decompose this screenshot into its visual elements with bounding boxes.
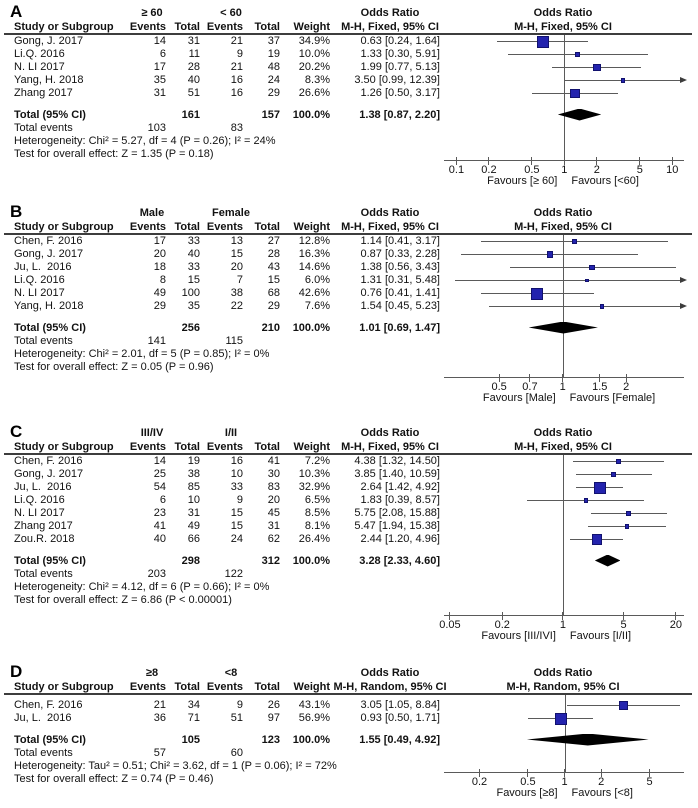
- total1-value: 28: [187, 61, 200, 73]
- group1-header: III/IV: [140, 427, 164, 439]
- ci-text: 1.54 [0.45, 5.23]: [360, 300, 440, 312]
- axis-tick-label: 1: [561, 164, 568, 176]
- study-name: Li.Q. 2016: [14, 274, 65, 286]
- column-header-events2: Events: [206, 441, 243, 453]
- effect-square: [625, 524, 630, 529]
- total-events1: 203: [147, 568, 166, 580]
- favours-left-label: Favours [III/IVI]: [481, 630, 556, 642]
- events1-value: 23: [153, 507, 166, 519]
- overall-effect-text: Test for overall effect: Z = 6.86 (P < 0.00001): [14, 594, 232, 606]
- effect-square: [531, 288, 543, 300]
- odds-ratio-header-plot: Odds Ratio: [533, 207, 593, 219]
- group2-header: <8: [224, 667, 238, 679]
- weight-value: 8.1%: [304, 520, 330, 532]
- ci-text: 3.05 [1.05, 8.84]: [360, 699, 440, 711]
- column-header-study: Study or Subgroup: [14, 21, 114, 33]
- axis-tick-label: 0.5: [520, 776, 536, 788]
- total1-value: 33: [187, 261, 200, 273]
- axis-line: [444, 377, 684, 378]
- total2-sum: 210: [261, 322, 280, 334]
- total1-value: 71: [187, 712, 200, 724]
- total-events1: 103: [147, 122, 166, 134]
- events1-value: 20: [153, 248, 166, 260]
- panel-label: B: [10, 202, 23, 221]
- column-header-events2: Events: [206, 681, 243, 693]
- total1-value: 40: [187, 74, 200, 86]
- events2-value: 21: [230, 35, 243, 47]
- effect-square: [619, 701, 629, 711]
- total2-sum: 312: [261, 555, 280, 567]
- method-header-plot: M-H, Random, 95% CI: [506, 681, 620, 693]
- column-header-study: Study or Subgroup: [14, 221, 114, 233]
- total2-value: 29: [267, 300, 280, 312]
- axis-tick-label: 2: [623, 381, 630, 393]
- study-name: Ju, L. 2016: [14, 481, 72, 493]
- heterogeneity-text: Heterogeneity: Chi² = 2.01, df = 5 (P = 0.85); I² = 0%: [14, 348, 270, 360]
- total2-value: 37: [267, 35, 280, 47]
- ci-text: 4.38 [1.32, 14.50]: [354, 455, 440, 467]
- ci-text: 2.44 [1.20, 4.96]: [360, 533, 440, 545]
- ci-text: 3.85 [1.40, 10.59]: [354, 468, 440, 480]
- favours-left-label: Favours [Male]: [482, 392, 556, 404]
- axis-line: [444, 615, 684, 616]
- effect-square: [575, 52, 580, 57]
- total2-value: 43: [267, 261, 280, 273]
- effect-square: [570, 89, 580, 99]
- effect-square: [585, 279, 589, 283]
- weight-value: 42.6%: [298, 287, 330, 299]
- events1-value: 21: [153, 699, 166, 711]
- ci-text: 3.50 [0.99, 12.39]: [354, 74, 440, 86]
- total-ci-text: 3.28 [2.33, 4.60]: [359, 555, 440, 567]
- events2-value: 20: [230, 261, 243, 273]
- events2-value: 9: [236, 494, 243, 506]
- total2-value: 27: [267, 235, 280, 247]
- method-header-table: M-H, Fixed, 95% CI: [341, 441, 439, 453]
- column-header-total1: Total: [174, 681, 200, 693]
- panel-label: D: [10, 662, 23, 681]
- total-label: Total (95% CI): [14, 734, 86, 746]
- total2-value: 31: [267, 520, 280, 532]
- events1-value: 6: [159, 48, 166, 60]
- total2-sum: 157: [261, 109, 280, 121]
- total1-value: 85: [187, 481, 200, 493]
- total-weight: 100.0%: [292, 322, 330, 334]
- total-weight: 100.0%: [292, 555, 330, 567]
- weight-value: 26.6%: [298, 87, 330, 99]
- total-ci-text: 1.38 [0.87, 2.20]: [359, 109, 440, 121]
- total-events1: 57: [153, 747, 166, 759]
- study-name: Chen, F. 2016: [14, 699, 83, 711]
- total-events2: 115: [225, 335, 243, 347]
- heterogeneity-text: Heterogeneity: Tau² = 0.51; Chi² = 3.62, df = 1 (P = 0.06); I² = 72%: [14, 760, 337, 772]
- study-name: Yang, H. 2018: [14, 74, 84, 86]
- method-header-table: M-H, Fixed, 95% CI: [341, 221, 439, 233]
- axis-tick-label: 0.5: [524, 164, 540, 176]
- events1-value: 49: [153, 287, 166, 299]
- ci-text: 0.87 [0.33, 2.28]: [360, 248, 440, 260]
- total2-value: 19: [267, 48, 280, 60]
- total2-value: 41: [267, 455, 280, 467]
- column-header-total1: Total: [174, 21, 200, 33]
- events1-value: 14: [153, 35, 166, 47]
- summary-diamond: [529, 322, 598, 334]
- events1-value: 17: [153, 235, 166, 247]
- events2-value: 15: [230, 248, 243, 260]
- effect-square: [592, 534, 602, 544]
- total-events1: 141: [147, 335, 166, 347]
- header-underline: [4, 693, 692, 695]
- events2-value: 15: [230, 507, 243, 519]
- effect-square: [621, 78, 626, 83]
- events1-value: 36: [153, 712, 166, 724]
- or-one-line: [563, 455, 564, 615]
- weight-value: 20.2%: [298, 61, 330, 73]
- column-header-events2: Events: [206, 221, 243, 233]
- events1-value: 40: [153, 533, 166, 545]
- column-header-total2: Total: [254, 441, 280, 453]
- arrow-right-icon: [680, 303, 687, 309]
- weight-value: 16.3%: [298, 248, 330, 260]
- favours-right-label: Favours [I/II]: [569, 630, 632, 642]
- weight-value: 32.9%: [298, 481, 330, 493]
- column-header-events1: Events: [129, 21, 166, 33]
- heterogeneity-text: Heterogeneity: Chi² = 4.12, df = 6 (P = 0.66); I² = 0%: [14, 581, 270, 593]
- column-header-total1: Total: [174, 221, 200, 233]
- panel-label: A: [10, 2, 23, 21]
- column-header-study: Study or Subgroup: [14, 441, 114, 453]
- ci-text: 1.33 [0.30, 5.91]: [360, 48, 440, 60]
- weight-value: 10.0%: [298, 48, 330, 60]
- column-header-weight: Weight: [293, 441, 330, 453]
- group1-header: Male: [139, 207, 165, 219]
- effect-square: [537, 36, 549, 48]
- total1-value: 35: [187, 300, 200, 312]
- effect-square: [547, 251, 553, 257]
- column-header-total1: Total: [174, 441, 200, 453]
- odds-ratio-header-plot: Odds Ratio: [533, 7, 593, 19]
- method-header-table: M-H, Random, 95% CI: [333, 681, 447, 693]
- total2-value: 83: [267, 481, 280, 493]
- total-events-label: Total events: [14, 747, 73, 759]
- method-header-table: M-H, Fixed, 95% CI: [341, 21, 439, 33]
- favours-right-label: Favours [<8]: [571, 787, 633, 799]
- weight-value: 10.3%: [298, 468, 330, 480]
- favours-left-label: Favours [≥ 60]: [487, 175, 558, 187]
- total1-value: 31: [187, 507, 200, 519]
- events1-value: 41: [153, 520, 166, 532]
- events1-value: 14: [153, 455, 166, 467]
- events1-value: 29: [153, 300, 166, 312]
- events2-value: 16: [230, 455, 243, 467]
- odds-ratio-header-table: Odds Ratio: [360, 427, 420, 439]
- total1-value: 19: [187, 455, 200, 467]
- weight-value: 56.9%: [298, 712, 330, 724]
- events2-value: 38: [230, 287, 243, 299]
- events2-value: 21: [230, 61, 243, 73]
- effect-square: [589, 265, 595, 271]
- weight-value: 34.9%: [298, 35, 330, 47]
- total1-sum: 298: [181, 555, 200, 567]
- weight-value: 26.4%: [298, 533, 330, 545]
- weight-value: 12.8%: [298, 235, 330, 247]
- total1-value: 40: [187, 248, 200, 260]
- effect-square: [626, 511, 631, 516]
- study-name: Gong, J. 2017: [14, 468, 84, 480]
- total1-value: 66: [187, 533, 200, 545]
- events1-value: 6: [159, 494, 166, 506]
- study-name: Chen, F. 2016: [14, 455, 83, 467]
- axis-tick-label: 1: [559, 381, 566, 393]
- events1-value: 25: [153, 468, 166, 480]
- heterogeneity-text: Heterogeneity: Chi² = 5.27, df = 4 (P = 0.26); I² = 24%: [14, 135, 276, 147]
- axis-tick-label: 10: [666, 164, 679, 176]
- total-ci-text: 1.55 [0.49, 4.92]: [359, 734, 440, 746]
- axis-tick-label: 0.5: [491, 381, 507, 393]
- study-name: Gong, J. 2017: [14, 248, 84, 260]
- study-name: Li.Q. 2016: [14, 48, 65, 60]
- total1-sum: 105: [181, 734, 200, 746]
- total-events-label: Total events: [14, 122, 73, 134]
- total2-value: 20: [267, 494, 280, 506]
- total2-sum: 123: [261, 734, 280, 746]
- column-header-total2: Total: [254, 681, 280, 693]
- header-underline: [4, 233, 692, 235]
- overall-effect-text: Test for overall effect: Z = 0.74 (P = 0.46): [14, 773, 214, 785]
- column-header-events2: Events: [206, 21, 243, 33]
- total2-value: 97: [267, 712, 280, 724]
- total-events2: 60: [230, 747, 243, 759]
- effect-square: [594, 482, 606, 494]
- method-header-plot: M-H, Fixed, 95% CI: [514, 21, 612, 33]
- ci-line: [489, 306, 680, 307]
- total-weight: 100.0%: [292, 109, 330, 121]
- effect-square: [611, 472, 616, 477]
- study-name: Yang, H. 2018: [14, 300, 84, 312]
- weight-value: 6.5%: [304, 494, 330, 506]
- favours-right-label: Favours [<60]: [571, 175, 639, 187]
- study-name: Li.Q. 2016: [14, 494, 65, 506]
- favours-right-label: Favours [Female]: [569, 392, 656, 404]
- events1-value: 18: [153, 261, 166, 273]
- events2-value: 51: [230, 712, 243, 724]
- total1-sum: 256: [181, 322, 200, 334]
- header-underline: [4, 453, 692, 455]
- weight-value: 6.0%: [304, 274, 330, 286]
- events2-value: 7: [236, 274, 243, 286]
- weight-value: 7.2%: [304, 455, 330, 467]
- events1-value: 31: [153, 87, 166, 99]
- total-label: Total (95% CI): [14, 322, 86, 334]
- total1-value: 11: [188, 48, 200, 60]
- ci-text: 1.83 [0.39, 8.57]: [360, 494, 440, 506]
- odds-ratio-header-table: Odds Ratio: [360, 667, 420, 679]
- summary-diamond: [595, 555, 621, 567]
- events2-value: 22: [230, 300, 243, 312]
- arrow-right-icon: [680, 277, 687, 283]
- total1-sum: 161: [181, 109, 200, 121]
- column-header-events1: Events: [129, 221, 166, 233]
- weight-value: 8.3%: [304, 74, 330, 86]
- total1-value: 31: [187, 35, 200, 47]
- or-one-line: [565, 695, 566, 772]
- group2-header: < 60: [220, 7, 242, 19]
- study-name: Gong, J. 2017: [14, 35, 84, 47]
- total1-value: 34: [187, 699, 200, 711]
- axis-tick-label: 20: [669, 619, 683, 631]
- axis-tick-label: 0.1: [448, 164, 465, 176]
- total1-value: 33: [187, 235, 200, 247]
- ci-text: 2.64 [1.42, 4.92]: [360, 481, 440, 493]
- column-header-total2: Total: [254, 21, 280, 33]
- ci-line: [455, 280, 680, 281]
- method-header-plot: M-H, Fixed, 95% CI: [514, 441, 612, 453]
- group2-header: I/II: [224, 427, 238, 439]
- total1-value: 100: [181, 287, 200, 299]
- events2-value: 16: [230, 74, 243, 86]
- total-events2: 83: [230, 122, 243, 134]
- axis-tick-label: 0.2: [471, 776, 488, 788]
- events2-value: 10: [230, 468, 243, 480]
- study-name: N. LI 2017: [14, 61, 65, 73]
- weight-value: 8.5%: [304, 507, 330, 519]
- study-name: Ju, L. 2016: [14, 712, 72, 724]
- events2-value: 15: [230, 520, 243, 532]
- total1-value: 51: [187, 87, 200, 99]
- axis-tick-label: 5: [636, 164, 643, 176]
- effect-square: [572, 239, 577, 244]
- weight-value: 14.6%: [298, 261, 330, 273]
- odds-ratio-header-table: Odds Ratio: [360, 207, 420, 219]
- axis-tick-label: 1.5: [592, 381, 608, 393]
- column-header-weight: Weight: [293, 221, 330, 233]
- ci-text: 1.26 [0.50, 3.17]: [360, 87, 440, 99]
- method-header-plot: M-H, Fixed, 95% CI: [514, 221, 612, 233]
- odds-ratio-header-table: Odds Ratio: [360, 7, 420, 19]
- ci-text: 1.14 [0.41, 3.17]: [360, 235, 440, 247]
- weight-value: 43.1%: [298, 699, 330, 711]
- overall-effect-text: Test for overall effect: Z = 1.35 (P = 0.18): [14, 148, 214, 160]
- study-name: Chen, F. 2016: [14, 235, 83, 247]
- study-name: Zhang 2017: [14, 520, 73, 532]
- column-header-weight: Weight: [293, 21, 330, 33]
- study-name: N. LI 2017: [14, 287, 65, 299]
- group1-header: ≥ 60: [141, 7, 163, 19]
- favours-left-label: Favours [≥8]: [496, 787, 558, 799]
- axis-tick-label: 5: [646, 776, 653, 788]
- total-label: Total (95% CI): [14, 109, 86, 121]
- weight-value: 7.6%: [304, 300, 330, 312]
- ci-text: 0.93 [0.50, 1.71]: [360, 712, 440, 724]
- study-name: N. LI 2017: [14, 507, 65, 519]
- total1-value: 38: [187, 468, 200, 480]
- group2-header: Female: [212, 207, 250, 219]
- arrow-right-icon: [680, 77, 687, 83]
- total-ci-text: 1.01 [0.69, 1.47]: [359, 322, 440, 334]
- effect-square: [555, 713, 567, 725]
- total2-value: 45: [267, 507, 280, 519]
- ci-text: 1.38 [0.56, 3.43]: [360, 261, 440, 273]
- axis-tick-label: 0.7: [522, 381, 538, 393]
- column-header-study: Study or Subgroup: [14, 681, 114, 693]
- events2-value: 9: [236, 699, 243, 711]
- axis-tick-label: 2: [593, 164, 600, 176]
- effect-square: [584, 498, 588, 502]
- total2-value: 26: [267, 699, 280, 711]
- total1-value: 10: [187, 494, 200, 506]
- events2-value: 24: [230, 533, 243, 545]
- total-events2: 122: [224, 568, 243, 580]
- total-events-label: Total events: [14, 568, 73, 580]
- ci-text: 5.75 [2.08, 15.88]: [354, 507, 440, 519]
- effect-square: [593, 64, 601, 72]
- events1-value: 54: [153, 481, 166, 493]
- column-header-weight: Weight: [293, 681, 330, 693]
- total-weight: 100.0%: [292, 734, 330, 746]
- events2-value: 33: [230, 481, 243, 493]
- panel-label: C: [10, 422, 23, 441]
- axis-tick-label: 0.2: [494, 619, 510, 631]
- axis-tick-label: 1: [559, 619, 566, 631]
- axis-tick-label: 0.2: [481, 164, 497, 176]
- summary-diamond: [527, 734, 649, 746]
- axis-tick-label: 2: [598, 776, 605, 788]
- total2-value: 48: [267, 61, 280, 73]
- total2-value: 15: [267, 274, 280, 286]
- ci-text: 1.99 [0.77, 5.13]: [360, 61, 440, 73]
- overall-effect-text: Test for overall effect: Z = 0.05 (P = 0.96): [14, 361, 214, 373]
- ci-text: 5.47 [1.94, 15.38]: [354, 520, 440, 532]
- total2-value: 24: [267, 74, 280, 86]
- axis-tick-label: 0.05: [439, 619, 461, 631]
- header-underline: [4, 33, 692, 35]
- total2-value: 30: [267, 468, 280, 480]
- study-name: Zhang 2017: [14, 87, 73, 99]
- total1-value: 49: [187, 520, 200, 532]
- events1-value: 35: [153, 74, 166, 86]
- total-label: Total (95% CI): [14, 555, 86, 567]
- total2-value: 68: [267, 287, 280, 299]
- events2-value: 9: [236, 48, 243, 60]
- total2-value: 29: [267, 87, 280, 99]
- total2-value: 28: [267, 248, 280, 260]
- effect-square: [600, 304, 604, 308]
- axis-tick-label: 1: [561, 776, 568, 788]
- events2-value: 13: [230, 235, 243, 247]
- total2-value: 62: [267, 533, 280, 545]
- ci-text: 0.63 [0.24, 1.64]: [360, 35, 440, 47]
- events1-value: 17: [153, 61, 166, 73]
- study-name: Ju, L. 2016: [14, 261, 72, 273]
- column-header-events1: Events: [129, 681, 166, 693]
- odds-ratio-header-plot: Odds Ratio: [533, 667, 593, 679]
- ci-text: 0.76 [0.41, 1.41]: [360, 287, 440, 299]
- effect-square: [616, 459, 621, 464]
- total1-value: 15: [187, 274, 200, 286]
- events2-value: 16: [230, 87, 243, 99]
- odds-ratio-header-plot: Odds Ratio: [533, 427, 593, 439]
- events1-value: 8: [159, 274, 166, 286]
- column-header-total2: Total: [254, 221, 280, 233]
- ci-text: 1.31 [0.31, 5.48]: [360, 274, 440, 286]
- column-header-events1: Events: [129, 441, 166, 453]
- axis-tick-label: 5: [620, 619, 627, 631]
- study-name: Zou.R. 2018: [14, 533, 75, 545]
- total-events-label: Total events: [14, 335, 73, 347]
- group1-header: ≥8: [145, 667, 159, 679]
